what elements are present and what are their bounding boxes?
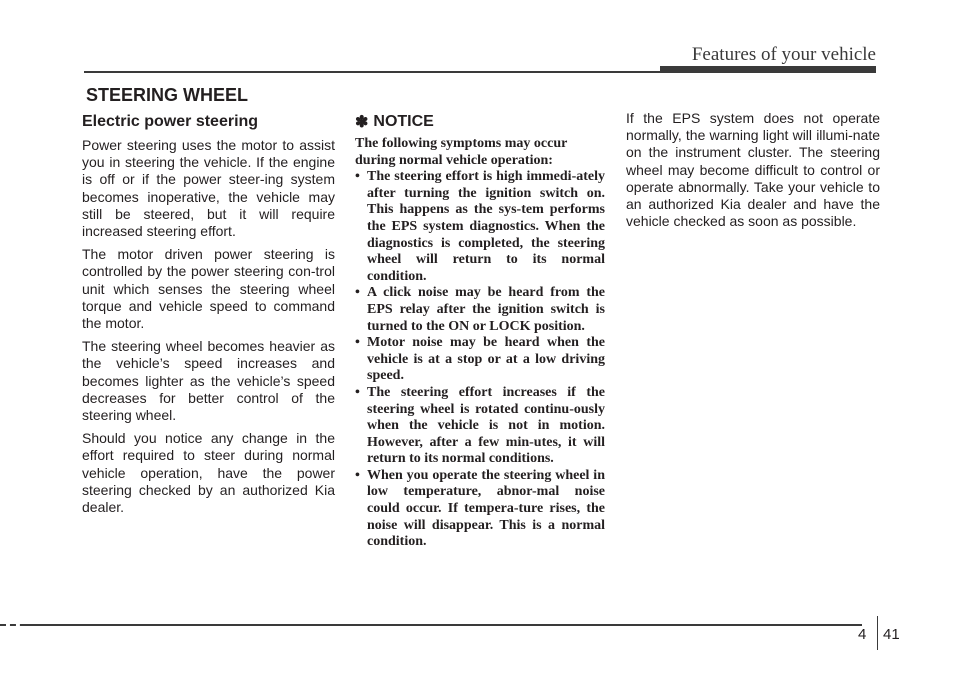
list-item (355, 169, 605, 285)
bullet-icon: • (355, 384, 360, 400)
notice-intro: The following symptoms may occur during normal vehicle operation: (355, 136, 568, 168)
page-number: 41 (883, 626, 900, 643)
column-electric-power-steering (82, 110, 335, 522)
list-item (355, 285, 605, 335)
bullet-icon: • (355, 285, 360, 301)
notice-label: NOTICE (373, 113, 434, 130)
list-item-text: The steering effort is high immedi-ately after turning the ignition switch on. This happens as the sys-tem performs the EPS system diagnostics. When the diagnostics is completed, the steering wheel will return to its normal condition. (367, 169, 605, 284)
chapter-number: 4 (858, 626, 867, 643)
notice-list (355, 169, 605, 551)
list-item-text: The steering effort increases if the steering wheel is rotated continu-ously when the vehicle is not in motion. However, after a few min-utes, it will return to its normal conditions. (367, 384, 605, 467)
list-item-text: When you operate the steering wheel in low temperature, abnor-mal noise could occur. If tempera-ture rises, the noise will disappear. This is a normal condition. (367, 467, 605, 550)
paragraph: Should you notice any change in the effort required to steer during normal vehicle operation, have the power steering checked by an authorized Kia dealer. (82, 430, 335, 516)
header-rule-accent (660, 66, 876, 73)
column-eps-warning (626, 110, 880, 236)
notice-box (355, 110, 605, 551)
paragraph: If the EPS system does not operate normally, the warning light will illumi-nate on the instrument cluster. The steering wheel may become difficult to control or operate abnormally. Take your vehicle to an authorized Kia dealer and have the vehicle checked as soon as possible. (626, 110, 880, 230)
list-item (355, 468, 605, 551)
page-title: STEERING WHEEL (86, 85, 249, 105)
paragraph: The motor driven power steering is controlled by the power steering con-trol unit which senses the steering wheel torque and vehicle speed to command the motor. (82, 246, 335, 332)
footer-rule-solid (20, 624, 862, 626)
asterisk-icon: ✽ (355, 114, 369, 131)
page-number-divider (877, 616, 878, 650)
list-item (355, 385, 605, 468)
bullet-icon: • (355, 169, 360, 185)
bullet-icon: • (355, 335, 360, 351)
paragraph: Power steering uses the motor to assist you in steering the vehicle. If the engine is off or if the power steer-ing system becomes inoperative, the vehicle may still be steered, but it will require increased steering effort. (82, 137, 335, 240)
notice-heading (355, 112, 605, 132)
paragraph: The steering wheel becomes heavier as the vehicle’s speed increases and becomes lighter as the vehicle’s speed decreases for better control of the steering wheel. (82, 338, 335, 424)
list-item-text: Motor noise may be heard when the vehicle is at a stop or at a low driving speed. (367, 335, 605, 384)
running-header: Features of your vehicle (691, 44, 876, 65)
bullet-icon: • (355, 467, 360, 483)
list-item (355, 335, 605, 385)
subsection-heading: Electric power steering (82, 113, 259, 130)
list-item-text: A click noise may be heard from the EPS relay after the ignition switch is turned to the ON or LOCK position. (367, 285, 605, 334)
